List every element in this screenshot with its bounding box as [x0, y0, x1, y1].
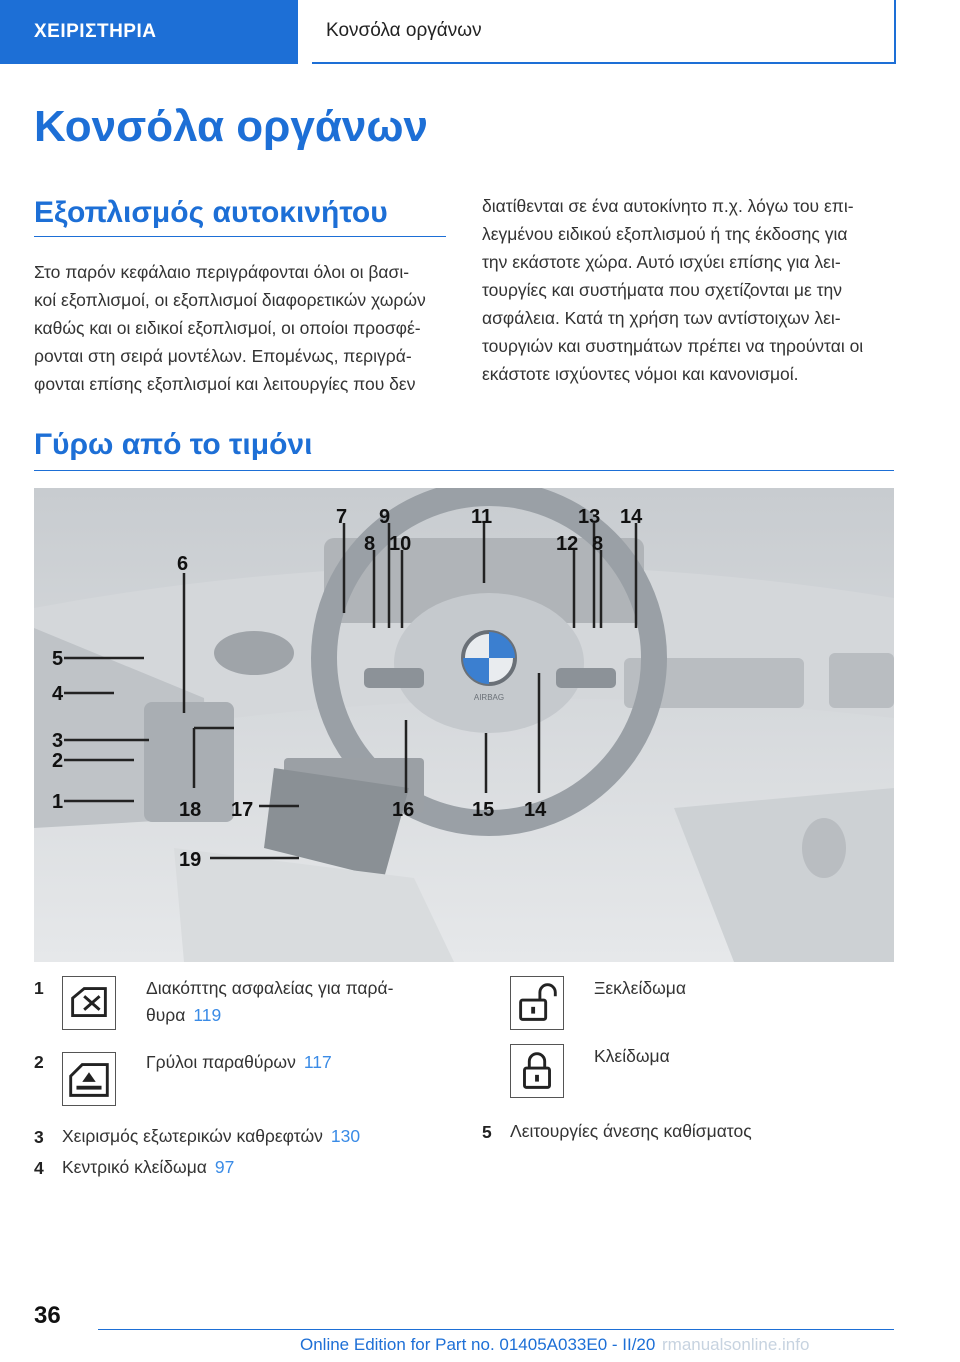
callout-10: 10 [389, 533, 412, 555]
legend-num-5: 5 [482, 1122, 492, 1142]
page-ref[interactable]: 130 [330, 1126, 361, 1146]
callout-17: 16 [392, 799, 415, 821]
legend-item-5: Λειτουργίες άνεσης καθίσματος [510, 1121, 752, 1141]
legend-item-2: Γρύλοι παραθύρων 117 [146, 1052, 332, 1072]
page-title: Κονσόλα οργάνων [34, 102, 429, 151]
heading-rule [34, 236, 446, 237]
legend-unlock: Ξεκλείδωμα [594, 978, 686, 998]
callout-11: 11 [471, 506, 493, 528]
callout-3: 3 [52, 730, 64, 752]
callout-8b: 8 [592, 533, 604, 555]
edition-text: Online Edition for Part no. 01405A033E0 - II/20 [300, 1335, 656, 1354]
header-title: Κονσόλα οργάνων [312, 0, 896, 64]
callout-2: 2 [52, 750, 64, 772]
child-lock-window-icon [62, 976, 116, 1030]
callout-14: 14 [620, 506, 643, 528]
legend-lock: Κλείδωμα [594, 1046, 670, 1066]
footer-rule [98, 1329, 894, 1330]
equipment-text-col1: Στο παρόν κεφάλαιο περιγράφονται όλοι οι βασι- κοί εξοπλισμοί, οι εξοπλισμοί διαφορετικών χωρών καθώς και οι ειδικοί εξοπλισμοί, οι οποίοι προσφέ- ρονται στη σειρά μοντέλων. Επομένως, περιγρά- φονται επίσης εξοπλισμοί και λειτουργίες που δεν [34, 262, 426, 394]
callout-6: 6 [177, 553, 189, 575]
equipment-heading: Εξοπλισμός αυτοκινήτου [34, 196, 388, 229]
power-window-icon [62, 1052, 116, 1106]
heading-rule [34, 470, 894, 471]
callout-1: 1 [52, 791, 64, 813]
callout-20: 19 [179, 849, 202, 871]
legend-num-2: 2 [34, 1052, 44, 1072]
equipment-text-col2: διατίθενται σε ένα αυτοκίνητο π.χ. λόγω του επι- λεγμένου ειδικού εξοπλισμού ή της έκδοσης για την εκάστοτε χώρα. Αυτό ισχύει επίσης για λει- τουργίες και συστήματα που σχετίζονται με την ασφάλεια. Κατά τη χρήση των αντίστοιχων λει- τουργιών και συστημάτων πρέπει να τηρούνται οι εκάστοτε ισχύοντες νόμοι και κανονισμοί. [482, 196, 864, 384]
callout-15: 14 [524, 799, 547, 821]
callout-4: 4 [52, 683, 64, 705]
watermark: rmanualsonline.info [662, 1335, 810, 1354]
callout-7: 7 [336, 506, 348, 528]
legend-item-1: Διακόπτης ασφαλείας για παρά- θυρα 119 [146, 978, 394, 1025]
cockpit-photo [34, 488, 894, 962]
callout-8: 8 [364, 533, 376, 555]
legend-num-4: 4 [34, 1158, 44, 1178]
page-ref[interactable]: 119 [193, 1005, 222, 1025]
lock-icon [510, 1044, 564, 1098]
callout-12: 12 [556, 533, 579, 555]
unlock-icon [510, 976, 564, 1030]
callout-5: 5 [52, 648, 64, 670]
steering-heading: Γύρω από το τιμόνι [34, 428, 313, 461]
legend-num-3: 3 [34, 1127, 44, 1147]
callout-16: 15 [472, 799, 495, 821]
callout-18: 17 [231, 799, 254, 821]
callout-19: 18 [179, 799, 202, 821]
page-number: 36 [34, 1302, 61, 1329]
callout-9: 9 [379, 506, 391, 528]
section-tab: ΧΕΙΡΙΣΤΗΡΙΑ [0, 0, 298, 64]
airbag-logo: AIRBAG [473, 693, 505, 702]
page-ref[interactable]: 97 [214, 1157, 235, 1177]
legend-item-3: Χειρισμός εξωτερικών καθρεφτών 130 [62, 1126, 361, 1146]
page-ref[interactable]: 117 [303, 1052, 332, 1072]
legend-num-1: 1 [34, 978, 44, 998]
callout-13: 13 [578, 506, 601, 528]
legend-item-4: Κεντρικό κλείδωμα 97 [62, 1157, 235, 1177]
